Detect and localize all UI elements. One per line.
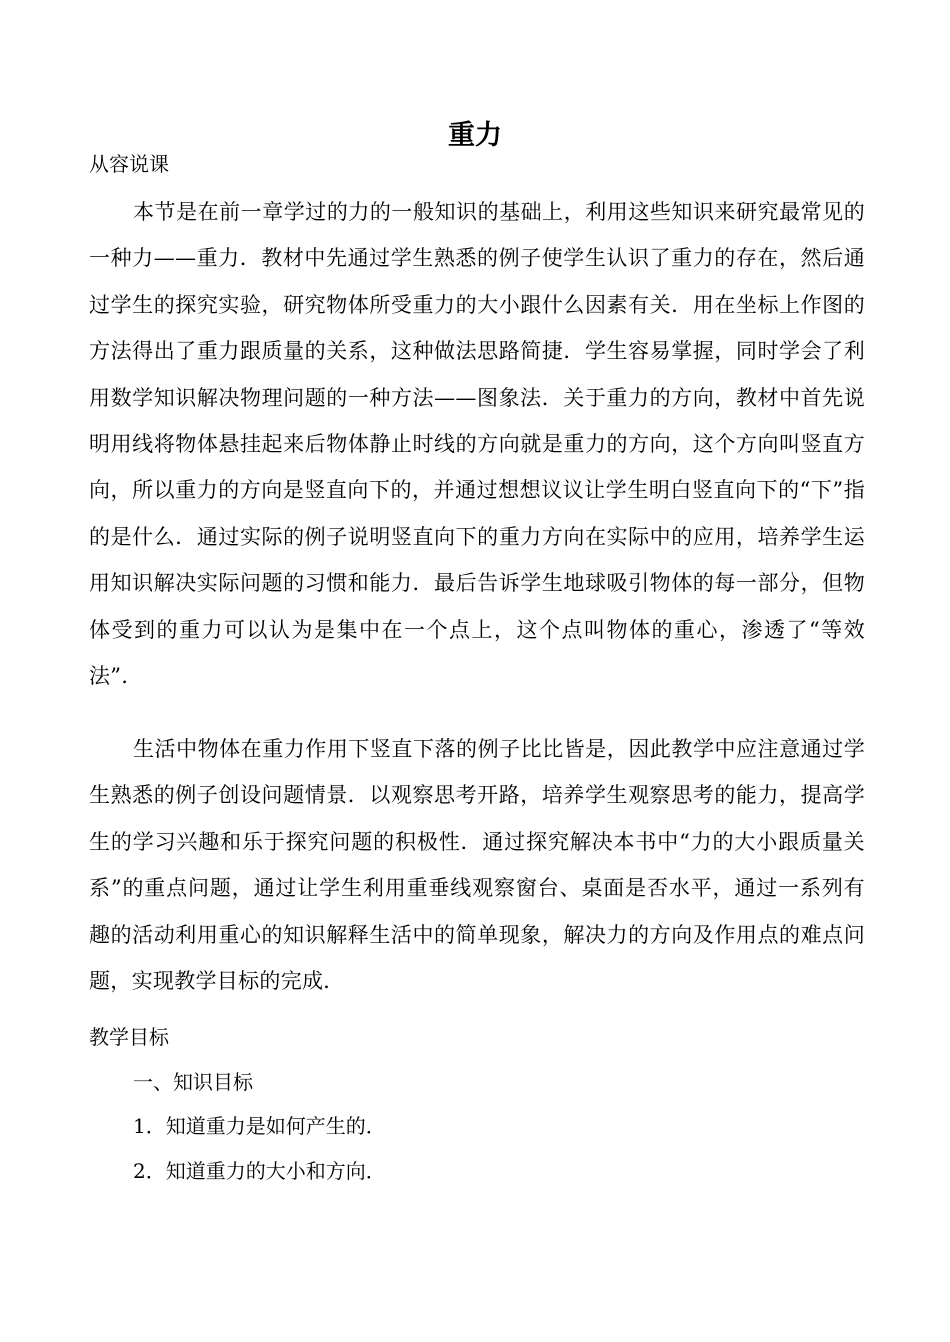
paragraph: 生活中物体在重力作用下竖直下落的例子比比皆是，因此教学中应注意通过学生熟悉的例子创设问题情景．以观察思考开路，培养学生观察思考的能力，提高学生的学习兴趣和乐于探究问题的积极性．通过探究解决本书中“力的大小跟质量关系”的重点问题，通过让学生利用重垂线观察窗台、桌面是否水平，通过一系列有趣的活动利用重心的知识解释生活中的简单现象，解决力的方向及作用点的难点问题，实现教学目标的完成． <box>89 737 865 994</box>
section-heading-lesson-talk: 从容说课 <box>89 152 169 176</box>
list-item: 1．知道重力是如何产生的． <box>133 1114 386 1138</box>
subheading-knowledge-goals: 一、知识目标 <box>133 1070 253 1094</box>
list-item: 2．知道重力的大小和方向． <box>133 1159 386 1183</box>
section-heading-teaching-goals: 教学目标 <box>89 1025 169 1049</box>
paragraph: 本节是在前一章学过的力的一般知识的基础上，利用这些知识来研究最常见的一种力——重力．教材中先通过学生熟悉的例子使学生认识了重力的存在，然后通过学生的探究实验，研究物体所受重力的大小跟什么因素有关．用在坐标上作图的方法得出了重力跟质量的关系，这种做法思路简捷．学生容易掌握，同时学会了利用数学知识解决物理问题的一种方法——图象法．关于重力的方向，教材中首先说明用线将物体悬挂起来后物体静止时线的方向就是重力的方向，这个方向叫竖直方向，所以重力的方向是竖直向下的，并通过想想议议让学生明白竖直向下的“下”指的是什么．通过实际的例子说明竖直向下的重力方向在实际中的应用，培养学生运用知识解决实际问题的习惯和能力．最后告诉学生地球吸引物体的每一部分，但物体受到的重力可以认为是集中在一个点上，这个点叫物体的重心，渗透了“等效法”． <box>89 200 865 689</box>
page-title: 重力 <box>448 120 502 151</box>
